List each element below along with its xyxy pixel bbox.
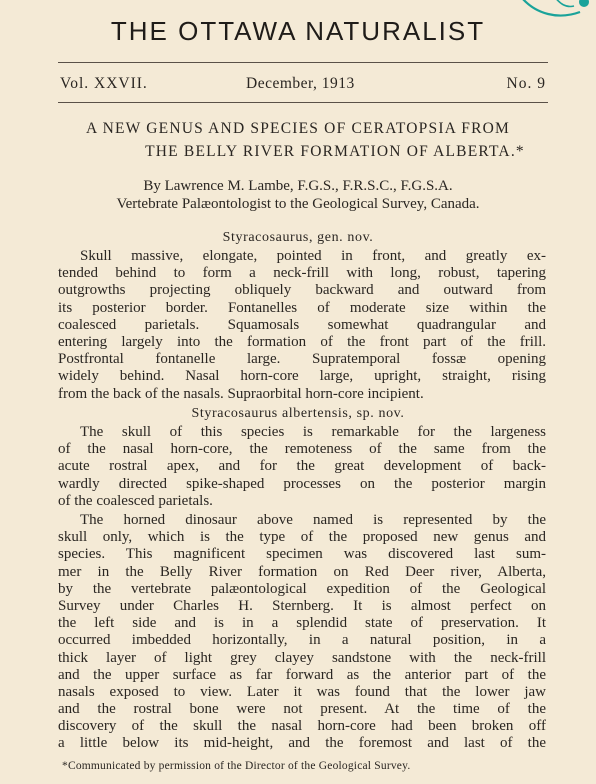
species-heading: Styracosaurus albertensis, sp. nov. <box>191 406 405 421</box>
text-line: Skull massive, elongate, pointed in front, and greatly ex- <box>80 248 546 264</box>
text-line: by the vertebrate palæontological expedition of the Geological <box>58 580 546 597</box>
footnote: *Communicated by permission of the Director of the Geological Survey. <box>62 760 411 772</box>
text-line: The skull of this species is remarkable for the largeness <box>80 424 546 440</box>
text-line: species. This magnificent specimen was discovered last sum- <box>58 546 546 563</box>
text-line: tended behind to form a neck-frill with long, robust, tapering <box>58 265 546 282</box>
text-line: Survey under Charles H. Sternberg. It is almost perfect on <box>58 597 546 614</box>
text-line: its posterior border. Fontanelles of moderate size within the <box>58 299 546 316</box>
text-line: of the coalesced parietals. <box>58 492 213 509</box>
text-line: entering largely into the formation of the front part of the frill. <box>58 333 546 350</box>
issue-date: December, 1913 <box>246 75 355 92</box>
genus-heading: Styracosaurus, gen. nov. <box>222 230 374 245</box>
text-line: coalesced parietals. Squamosals somewhat quadrangular and <box>58 316 546 333</box>
text-line: and the rostral bone were not present. At the time of the <box>58 701 546 718</box>
text-line: and the upper surface as far forward as the anterior part of the <box>58 666 546 683</box>
text-line: outgrowths projecting obliquely backward and outward from <box>58 282 546 299</box>
text-line: widely behind. Nasal horn-core large, upright, straight, rising <box>58 368 546 385</box>
species-description <box>58 424 546 510</box>
text-line: the left side and is in a splendid state of preservation. It <box>58 615 546 632</box>
volume-number: Vol. XXVII. <box>60 75 148 92</box>
article-title-line-1: A NEW GENUS AND SPECIES OF CERATOPSIA FROM <box>85 120 511 137</box>
issue-number: No. 9 <box>506 75 546 92</box>
text-line: of the nasal horn-core, the remoteness of the same from the <box>58 441 546 458</box>
author-affiliation: Vertebrate Palæontologist to the Geological Survey, Canada. <box>116 196 480 212</box>
text-line: discovery of the skull the nasal horn-core had been broken off <box>58 718 546 735</box>
text-line: thick layer of light grey clayey sandstone with the neck-frill <box>58 649 546 666</box>
author-line: By Lawrence M. Lambe, F.G.S., F.R.S.C., F.G.S.A. <box>143 178 453 194</box>
article-title-line-2: THE BELLY RIVER FORMATION OF ALBERTA.* <box>145 143 525 160</box>
text-line: skull only, which is the type of the proposed new genus and <box>58 529 546 546</box>
text-line: acute rostral apex, and for the great development of back- <box>58 458 546 475</box>
text-line: wardly directed spike-shaped processes on the posterior margin <box>58 475 546 492</box>
genus-description <box>58 248 546 403</box>
body-paragraph <box>58 512 546 753</box>
text-line: The horned dinosaur above named is represented by the <box>80 512 546 528</box>
text-line: nasals exposed to view. Later it was found that the lower jaw <box>58 683 546 700</box>
text-line: mer in the Belly River formation on Red Deer river, Alberta, <box>58 563 546 580</box>
header-rule-bottom <box>58 102 548 103</box>
text-line: occurred imbedded horizontally, in a natural position, in a <box>58 632 546 649</box>
journal-title: THE OTTAWA NATURALIST <box>110 16 486 46</box>
text-line: from the back of the nasals. Supraorbital horn-core incipient. <box>58 385 424 402</box>
text-line: a little below its mid-height, and the foremost and last of the <box>58 735 546 752</box>
text-line: Postfrontal fontanelle large. Supratemporal fossæ opening <box>58 351 546 368</box>
header-rule-top <box>58 62 548 63</box>
